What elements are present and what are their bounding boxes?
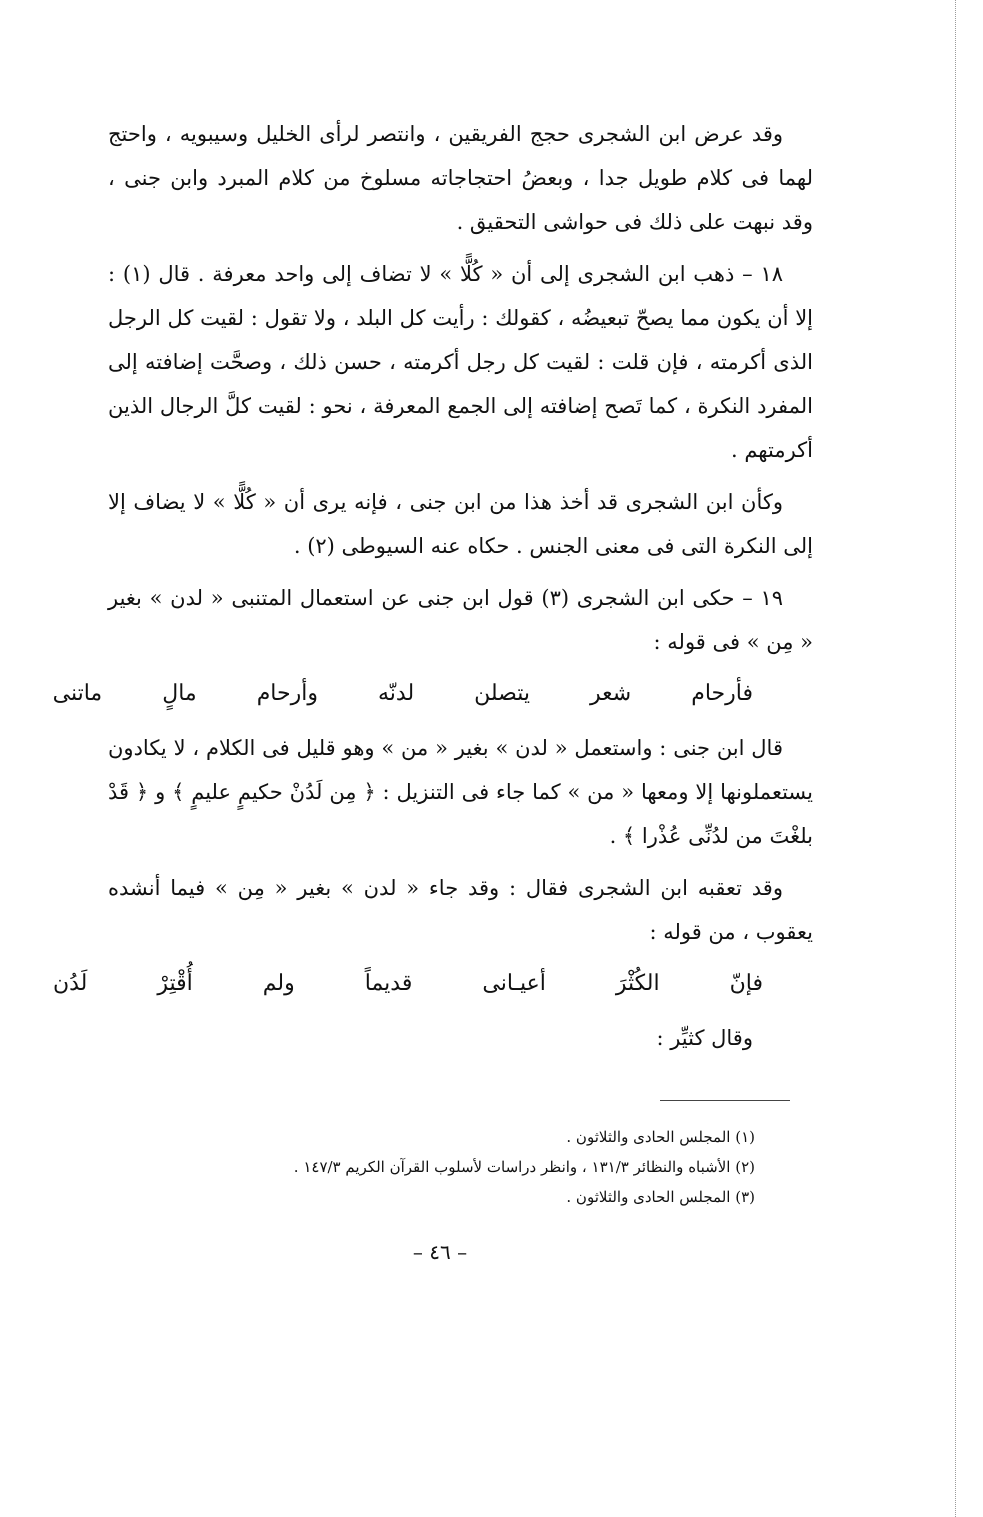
verse-word: الكُثْرَ bbox=[615, 971, 660, 996]
paragraph-6: وقد تعقبه ابن الشجرى فقال : وقد جاء « لدن » بغير « مِن » فيما أنشده يعقوب ، من قوله : bbox=[108, 876, 813, 944]
verse-line-2 bbox=[52, 962, 813, 1006]
paragraph-2: ١٨ – ذهب ابن الشجرى إلى أن « كُلًّا » لا تضاف إلى واحد معرفة . قال (١) : إلا أن يكون مما يصحّ تبعيضُه ، كقولك : رأيت كل البلد ، ولا تقول : لقيت كل الرجل الذى أكرمته ، فإن قلت : لقيت كل رجل أكرمته ، حسن ذلك ، وصحَّت إضافته إلى المفرد النكرة ، كما تَصح إضافته إلى الجمع المعرفة ، نحو : لقيت كلَّ الرجال الذين أكرمتهم . bbox=[108, 262, 813, 462]
paragraph-5: قال ابن جنى : واستعمل « لدن » بغير « من » وهو قليل فى الكلام ، لا يكادون يستعملونها إلا ومعها « من » كما جاء فى التنزيل : ﴿ مِن لَدُنْ حكيمٍ عليمٍ ﴾ و ﴿ قَدْ بلغْتَ من لدُنِّى عُذْرا ﴾ . bbox=[108, 736, 813, 848]
page-edge-dotted-line bbox=[955, 0, 956, 1517]
verse-word: شعر bbox=[590, 681, 632, 706]
footnote-1: (١) المجلس الحادى والثلاثون . bbox=[566, 1128, 755, 1146]
verse-word: مالٍ bbox=[162, 681, 197, 706]
paragraph-1: وقد عرض ابن الشجرى حجج الفريقين ، وانتصر لرأى الخليل وسيبويه ، واحتج لهما فى كلام طويل جدا ، وبعضُ احتجاجاته مسلوخ من كلام المبرد وابن جنى ، وقد نبهت على ذلك فى حواشى التحقيق . bbox=[108, 122, 813, 234]
verse-word: وأرحام bbox=[256, 681, 318, 706]
verse-word: قديماً bbox=[364, 971, 413, 996]
paragraph-3: وكأن ابن الشجرى قد أخذ هذا من ابن جنى ، فإنه يرى أن « كُلًّا » لا يضاف إلا إلى النكرة التى فى معنى الجنس . حكاه عنه السيوطى (٢) . bbox=[108, 490, 813, 558]
verse-word: يتصلن bbox=[474, 681, 531, 706]
page-number: – ٤٦ – bbox=[412, 1240, 468, 1264]
footnotes bbox=[180, 1122, 755, 1212]
verse-word: لَدُن bbox=[52, 971, 88, 996]
footnote-separator bbox=[660, 1100, 790, 1101]
verse-word: ولم bbox=[262, 971, 295, 996]
verse-word: لدنّه bbox=[377, 681, 415, 706]
paragraph-4: ١٩ – حكى ابن الشجرى (٣) قول ابن جنى عن استعمال المتنبى « لدن » بغير « مِن » فى قوله : bbox=[108, 586, 813, 654]
footnote-3: (٣) المجلس الحادى والثلاثون . bbox=[566, 1188, 755, 1206]
verse-line-1 bbox=[52, 672, 813, 716]
verse-intro: وقال كثيِّر : bbox=[656, 1026, 753, 1050]
verse-word: أُقْتِرْ bbox=[157, 971, 193, 996]
verse-word: فإنّ bbox=[729, 971, 763, 996]
verse-word: أعيـانى bbox=[482, 971, 546, 996]
verse-word: ماتنى bbox=[52, 681, 103, 706]
verse-word: فأرحام bbox=[691, 681, 753, 706]
footnote-2: (٢) الأشباه والنظائر ١٣١/٣ ، وانظر دراسات لأسلوب القرآن الكريم ١٤٧/٣ . bbox=[293, 1158, 755, 1176]
main-text-block bbox=[52, 112, 813, 1060]
